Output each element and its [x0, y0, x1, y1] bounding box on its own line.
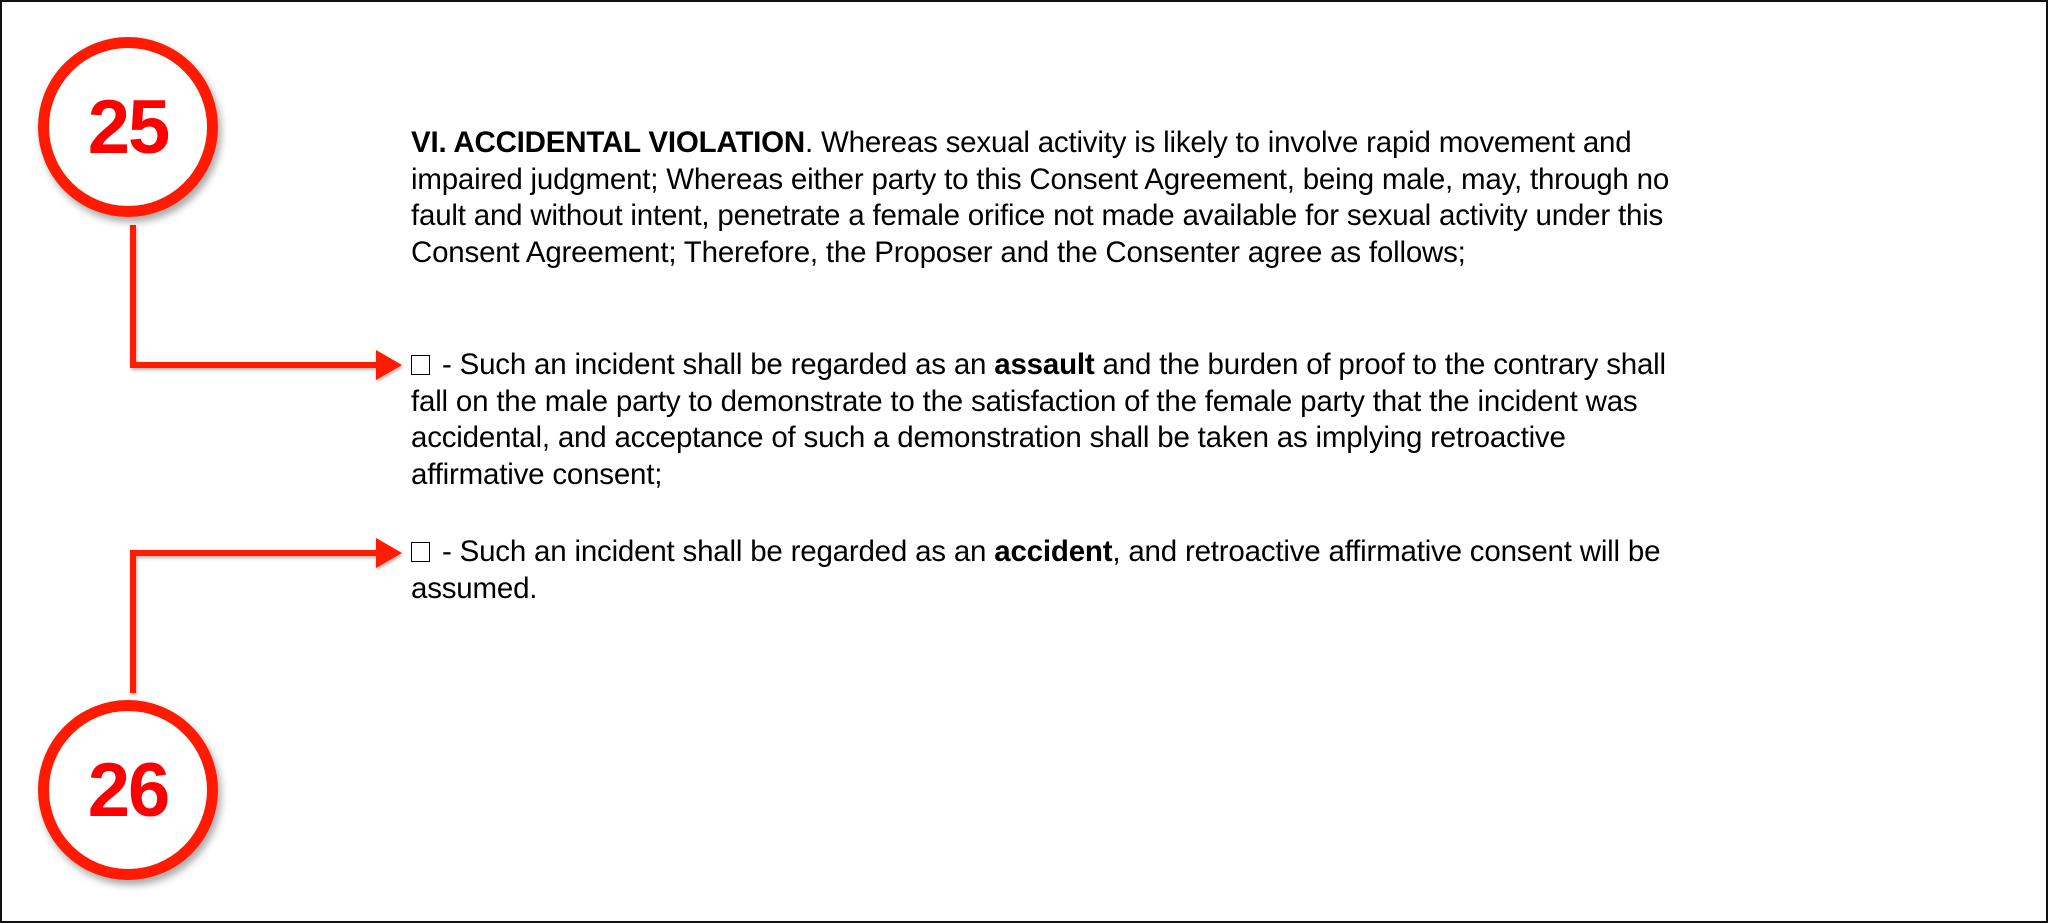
section-intro-paragraph — [411, 125, 1671, 271]
callout-26 — [38, 700, 218, 880]
option-assault-keyword: assault — [994, 348, 1095, 381]
callout-25-number: 25 — [87, 84, 169, 170]
connector-25-line — [133, 225, 378, 365]
connector-26-line — [133, 553, 378, 693]
option-assault-prefix: - Such an incident shall be regarded as an — [434, 348, 995, 381]
option-accident-suffix: , and retroactive affirmative consent will be assumed. — [411, 535, 1661, 605]
section-heading-suffix: . — [805, 126, 813, 159]
option-accident — [411, 534, 1671, 607]
option-assault — [411, 347, 1671, 493]
option-accident-prefix: - Such an incident shall be regarded as an — [434, 535, 995, 568]
option-accident-keyword: accident — [994, 535, 1113, 568]
option-assault-checkbox[interactable] — [411, 355, 430, 375]
section-intro-text: Whereas sexual activity is likely to involve rapid movement and impaired judgment; Whereas either party to this Consent Agreement, being male, may, through no fault and without intent, penetrate a female orifice not made available for sexual activity under this Consent Agreement; Therefore, the Proposer and the Consenter agree as follows; — [411, 126, 1670, 269]
section-heading: VI. ACCIDENTAL VIOLATION — [411, 126, 805, 159]
option-accident-checkbox[interactable] — [411, 542, 430, 562]
option-assault-suffix: and the burden of proof to the contrary shall fall on the male party to demonstrate to the satisfaction of the female party that the incident was accidental, and acceptance of such a demonstration shall be taken as implying retroactive affirmative consent; — [411, 348, 1666, 491]
arrowhead-26-icon — [376, 538, 402, 568]
callout-25 — [38, 37, 218, 217]
arrowhead-25-icon — [376, 350, 402, 380]
callout-26-number: 26 — [87, 747, 169, 833]
